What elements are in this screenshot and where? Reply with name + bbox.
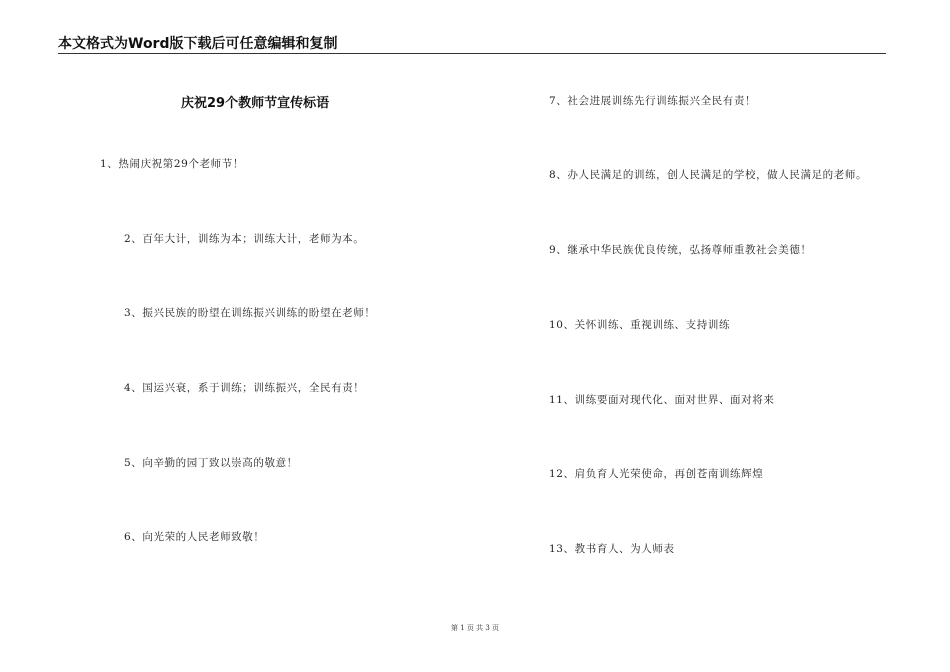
slogan-item: 9、继承中华民族优良传统，弘扬尊师重教社会美德！ xyxy=(549,244,812,256)
slogan-item: 7、社会进展训练先行训练振兴全民有责！ xyxy=(549,95,757,107)
slogan-item: 1、热闹庆祝第29个老师节！ xyxy=(100,158,244,170)
document-banner: 本文格式为Word版下载后可任意编辑和复制 xyxy=(58,36,338,52)
slogan-item: 13、教书育人、为人师表 xyxy=(549,543,675,555)
slogan-item: 5、向辛勤的园丁致以崇高的敬意！ xyxy=(124,457,298,469)
banner-divider xyxy=(58,53,886,54)
page-number: 第 1 页 共 3 页 xyxy=(450,624,500,632)
slogan-item: 4、国运兴衰，系于训练；训练振兴，全民有责！ xyxy=(124,382,365,394)
slogan-item: 6、向光荣的人民老师致敬！ xyxy=(124,531,265,543)
slogan-item: 2、百年大计，训练为本；训练大计，老师为本。 xyxy=(124,233,365,245)
slogan-item: 11、训练要面对现代化、面对世界、面对将来 xyxy=(549,394,775,406)
slogan-item: 8、办人民满足的训练，创人民满足的学校，做人民满足的老师。 xyxy=(549,169,868,181)
slogan-item: 3、振兴民族的盼望在训练振兴训练的盼望在老师！ xyxy=(124,307,376,319)
slogan-item: 12、肩负育人光荣使命，再创苍南训练辉煌 xyxy=(549,468,764,480)
slogan-item: 10、关怀训练、重视训练、支持训练 xyxy=(549,319,731,331)
document-title: 庆祝29个教师节宣传标语 xyxy=(181,96,330,111)
